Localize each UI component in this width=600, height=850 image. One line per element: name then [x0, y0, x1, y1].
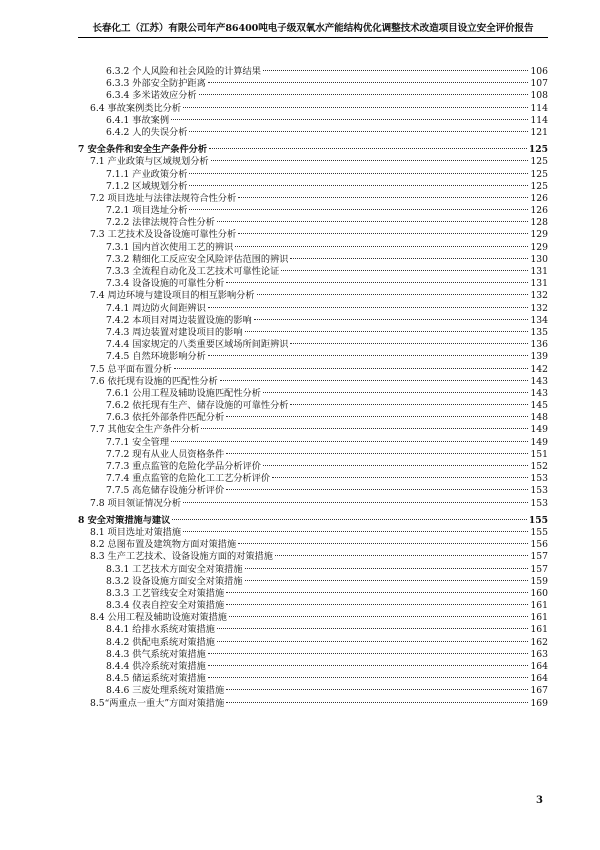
toc-entry-page: 159 — [530, 575, 548, 587]
toc-entry-page: 134 — [530, 314, 548, 326]
toc-entry[interactable] — [78, 327, 548, 339]
toc-entry-title: 7.1.1 产业政策分析 — [106, 168, 188, 180]
dot-leader — [235, 246, 528, 247]
toc-entry[interactable] — [78, 339, 548, 351]
toc-entry[interactable] — [78, 564, 548, 576]
dot-leader — [199, 94, 529, 95]
toc-entry-title: 7.7.4 重点监管的危险化工工艺分析评价 — [106, 473, 271, 485]
toc-entry-title: 7.6.1 公用工程及辅助设施匹配性分析 — [106, 387, 261, 399]
toc-entry[interactable] — [78, 649, 548, 661]
dot-leader — [189, 209, 528, 210]
dot-leader — [189, 131, 528, 132]
toc-entry-title: 8.4.3 供气系统对策措施 — [106, 648, 206, 660]
toc-entry[interactable] — [78, 624, 548, 636]
toc-entry-title: 8.5“两重点一重大”方面对策措施 — [90, 697, 225, 709]
toc-entry-page: 149 — [530, 436, 548, 448]
dot-leader — [245, 331, 529, 332]
toc-entry-title: 7.7.2 现有从业人员资格条件 — [106, 448, 225, 460]
toc-entry-page: 142 — [530, 363, 548, 375]
toc-entry[interactable] — [78, 217, 548, 229]
toc-entry[interactable] — [78, 156, 548, 168]
toc-entry-page: 156 — [530, 539, 548, 551]
toc-entry-title: 6.4 事故案例类比分析 — [90, 102, 182, 114]
toc-entry[interactable] — [78, 485, 548, 497]
dot-leader — [171, 441, 528, 442]
toc-entry[interactable] — [78, 193, 548, 205]
toc-entry-title: 7.3.1 国内首次使用工艺的辨识 — [106, 241, 234, 253]
toc-entry-page: 145 — [530, 400, 548, 412]
toc-entry[interactable] — [78, 115, 548, 127]
toc-entry-page: 161 — [530, 612, 548, 624]
toc-entry-title: 7.2.2 法律法规符合性分析 — [106, 217, 215, 229]
dot-leader — [189, 185, 528, 186]
dot-leader — [290, 258, 528, 259]
document-header: 长春化工（江苏）有限公司年产86400吨电子级双氧水产能结构优化调整技术改造项目设立安全评价报告 — [92, 23, 534, 34]
toc-entry-title: 7.1 产业政策与区域规划分析 — [90, 156, 209, 168]
dot-leader — [217, 628, 528, 629]
dot-leader — [208, 82, 529, 83]
dot-leader — [281, 270, 528, 271]
toc-entry[interactable] — [78, 169, 548, 181]
toc-entry[interactable] — [78, 242, 548, 254]
dot-leader — [238, 543, 528, 544]
dot-leader — [263, 70, 529, 71]
dot-leader — [290, 404, 528, 405]
toc-entry-page: 131 — [530, 278, 548, 290]
toc-entry[interactable] — [78, 473, 548, 485]
toc-entry-page: 108 — [530, 90, 548, 102]
toc-entry-page: 163 — [530, 648, 548, 660]
toc-entry[interactable] — [78, 637, 548, 649]
toc-entry-page: 114 — [530, 114, 548, 126]
toc-entry-title: 7.6 依托现有设施的匹配性分析 — [90, 375, 218, 387]
toc-entry-title: 7.4.3 周边装置对建设项目的影响 — [106, 326, 243, 338]
dot-leader — [245, 580, 529, 581]
toc-entry-page: 167 — [530, 685, 548, 697]
toc-entry-page: 125 — [530, 156, 548, 168]
toc-entry-page: 161 — [530, 624, 548, 636]
dot-leader — [220, 380, 529, 381]
toc-entry[interactable] — [78, 527, 548, 539]
dot-leader — [201, 428, 528, 429]
toc-entry-page: 155 — [528, 514, 548, 526]
toc-entry-title: 8.2 总图布置及建筑物方面对策措施 — [90, 539, 237, 551]
toc-entry-title: 8.1 项目选址对策措施 — [90, 526, 182, 538]
toc-entry-title: 6.4.1 事故案例 — [106, 114, 170, 126]
toc-entry-title: 7 安全条件和安全生产条件分析 — [78, 144, 208, 156]
toc-entry-title: 7.3.2 精细化工反应安全风险评估范围的辨识 — [106, 253, 289, 265]
toc-entry-title: 8 安全对策措施与建议 — [78, 514, 171, 526]
dot-leader — [174, 368, 529, 369]
dot-leader — [208, 677, 529, 678]
dot-leader — [183, 107, 528, 108]
dot-leader — [263, 465, 529, 466]
dot-leader — [226, 592, 528, 593]
toc-entry[interactable] — [78, 498, 548, 510]
toc-entry-page: 125 — [530, 180, 548, 192]
dot-leader — [226, 282, 528, 283]
toc-entry-page: 153 — [530, 485, 548, 497]
toc-entry-page: 125 — [530, 168, 548, 180]
dot-leader — [209, 148, 527, 149]
toc-entry-title: 7.4 周边环境与建设项目的相互影响分析 — [90, 290, 255, 302]
toc-entry[interactable] — [78, 661, 548, 673]
toc-entry[interactable] — [78, 376, 548, 388]
toc-entry[interactable] — [78, 266, 548, 278]
toc-entry-title: 7.8 项目领证情况分析 — [90, 497, 182, 509]
toc-entry-page: 125 — [528, 144, 548, 156]
toc-entry-title: 8.3.1 工艺技术方面安全对策措施 — [106, 563, 243, 575]
toc-entry-title: 7.6.2 依托现有生产、储存设施的可靠性分析 — [106, 400, 289, 412]
toc-entry-title: 7.4.4 国家规定的八类重要区域场所间距辨识 — [106, 339, 289, 351]
toc-entry-page: 129 — [530, 229, 548, 241]
toc-entry-title: 7.7.3 重点监管的危险化学品分析评价 — [106, 461, 261, 472]
toc-entry-title: 7.3 工艺技术及设备设施可靠性分析 — [90, 229, 237, 241]
toc-entry[interactable] — [78, 412, 548, 424]
toc-entry-page: 143 — [530, 387, 548, 399]
dot-leader — [183, 531, 528, 532]
toc-entry[interactable] — [78, 388, 548, 400]
dot-leader — [217, 221, 528, 222]
toc-entry-title: 8.4.4 供冷系统对策措施 — [106, 661, 206, 672]
dot-leader — [208, 307, 529, 308]
toc-entry-title: 7.1.2 区域规划分析 — [106, 180, 188, 192]
toc-entry-title: 7.7 其他安全生产条件分析 — [90, 424, 200, 436]
toc-entry[interactable] — [78, 254, 548, 266]
dot-leader — [226, 689, 528, 690]
toc-entry[interactable] — [78, 181, 548, 193]
toc-entry-title: 7.7.1 安全管理 — [106, 436, 170, 448]
dot-leader — [275, 555, 529, 556]
toc-entry[interactable] — [78, 278, 548, 290]
toc-entry-page: 161 — [530, 600, 548, 612]
toc-entry[interactable] — [78, 351, 548, 363]
toc-entry-title: 7.6.3 依托外部条件匹配分析 — [106, 412, 225, 424]
dot-leader — [226, 453, 528, 454]
toc-entry-page: 148 — [530, 412, 548, 424]
toc-entry[interactable] — [78, 612, 548, 624]
toc-entry-page: 121 — [530, 126, 548, 138]
dot-leader — [238, 197, 528, 198]
toc-entry-title: 7.4.5 自然环境影响分析 — [106, 351, 206, 363]
dot-leader — [208, 665, 529, 666]
dot-leader — [229, 616, 528, 617]
toc-entry-page: 126 — [530, 205, 548, 217]
toc-entry[interactable] — [78, 437, 548, 449]
toc-entry[interactable] — [78, 461, 548, 473]
toc-entry-page: 106 — [530, 66, 548, 77]
toc-entry-page: 160 — [530, 587, 548, 599]
dot-leader — [238, 233, 528, 234]
toc-entry-page: 153 — [530, 497, 548, 509]
toc-entry[interactable] — [78, 103, 548, 115]
toc-entry-title: 7.5 总平面布置分析 — [90, 363, 172, 375]
toc-entry-page: 155 — [530, 526, 548, 538]
toc-entry[interactable] — [78, 449, 548, 461]
toc-entry[interactable] — [78, 551, 548, 563]
toc-entry[interactable] — [78, 588, 548, 600]
toc-entry-page: 151 — [530, 448, 548, 460]
toc-entry-page: 129 — [530, 241, 548, 253]
dot-leader — [226, 604, 528, 605]
toc-entry-page: 162 — [530, 636, 548, 648]
toc-entry[interactable] — [78, 127, 548, 139]
toc-entry[interactable] — [78, 229, 548, 241]
toc-entry-page: 126 — [530, 192, 548, 204]
dot-leader — [245, 568, 529, 569]
toc-entry-title: 6.3.4 多米诺效应分析 — [106, 90, 197, 102]
dot-leader — [226, 489, 528, 490]
toc-entry[interactable] — [78, 424, 548, 436]
dot-leader — [254, 319, 529, 320]
toc-entry[interactable] — [78, 515, 548, 527]
toc-entry[interactable] — [78, 539, 548, 551]
toc-entry-page: 131 — [530, 266, 548, 277]
toc-entry[interactable] — [78, 673, 548, 685]
toc-entry-title: 7.2.1 项目选址分析 — [106, 205, 188, 217]
toc-entry-title: 8.4.1 给排水系统对策措施 — [106, 624, 215, 636]
toc-entry-page: 157 — [530, 563, 548, 575]
toc-entry[interactable] — [78, 78, 548, 90]
dot-leader — [272, 477, 528, 478]
dot-leader — [217, 641, 528, 642]
dot-leader — [171, 119, 528, 120]
toc-entry-page: 114 — [530, 102, 548, 114]
dot-leader — [226, 416, 528, 417]
toc-entry-page: 130 — [530, 253, 548, 265]
toc-entry[interactable] — [78, 66, 548, 78]
toc-entry-title: 8.3.3 工艺管线安全对策措施 — [106, 587, 225, 599]
toc-entry-title: 6.3.2 个人风险和社会风险的计算结果 — [106, 66, 261, 77]
toc-entry-title: 7.3.4 设备设施的可靠性分析 — [106, 278, 225, 290]
toc-entry-title: 7.4.2 本项目对周边装置设施的影响 — [106, 314, 252, 326]
toc-entry[interactable] — [78, 205, 548, 217]
toc-entry[interactable] — [78, 698, 548, 710]
toc-entry-page: 132 — [530, 302, 548, 314]
dot-leader — [208, 653, 529, 654]
toc-entry-title: 8.4.2 供配电系统对策措施 — [106, 636, 215, 648]
header-rule — [78, 37, 548, 38]
toc-entry-title: 8.3.4 仪表自控安全对策措施 — [106, 600, 225, 612]
toc-entry-page: 143 — [530, 375, 548, 387]
toc-entry-title: 6.4.2 人的失误分析 — [106, 126, 188, 138]
toc-entry-title: 8.4.5 储运系统对策措施 — [106, 673, 206, 685]
toc-entry-page: 164 — [530, 673, 548, 685]
dot-leader — [263, 392, 529, 393]
toc-entry-page: 169 — [530, 697, 548, 709]
toc-entry-page: 128 — [530, 217, 548, 229]
toc-entry-title: 8.4 公用工程及辅助设施对策措施 — [90, 612, 227, 624]
toc-entry-page: 164 — [530, 661, 548, 672]
toc-entry-page: 152 — [530, 461, 548, 472]
dot-leader — [172, 519, 527, 520]
toc-entry-page: 149 — [530, 424, 548, 436]
toc-entry[interactable] — [78, 576, 548, 588]
toc-entry-page: 107 — [530, 78, 548, 90]
toc-entry[interactable] — [78, 685, 548, 697]
toc-entry[interactable] — [78, 303, 548, 315]
dot-leader — [183, 502, 528, 503]
toc-entry[interactable] — [78, 400, 548, 412]
toc-entry[interactable] — [78, 364, 548, 376]
dot-leader — [208, 355, 529, 356]
dot-leader — [290, 343, 528, 344]
toc-entry[interactable] — [78, 315, 548, 327]
toc-entry-title: 8.3.2 设备设施方面安全对策措施 — [106, 575, 243, 587]
toc-entry[interactable] — [78, 290, 548, 302]
toc-entry-title: 7.2 项目选址与法律法规符合性分析 — [90, 192, 237, 204]
toc-entry-title: 8.3 生产工艺技术、设备设施方面的对策措施 — [90, 551, 273, 563]
toc-entry-page: 153 — [530, 473, 548, 485]
toc-entry[interactable] — [78, 600, 548, 612]
table-of-contents — [78, 66, 548, 710]
dot-leader — [257, 294, 529, 295]
toc-entry[interactable] — [78, 90, 548, 102]
toc-entry-title: 7.4.1 周边防火间距辨识 — [106, 302, 206, 314]
dot-leader — [226, 702, 528, 703]
dot-leader — [211, 160, 529, 161]
toc-entry-title: 7.7.5 高危储存设施分析评价 — [106, 485, 225, 497]
toc-entry-page: 157 — [530, 551, 548, 563]
toc-entry-title: 7.3.3 全流程自动化及工艺技术可靠性论证 — [106, 266, 280, 277]
toc-entry-page: 132 — [530, 290, 548, 302]
dot-leader — [189, 173, 528, 174]
toc-entry[interactable] — [78, 144, 548, 156]
toc-entry-title: 8.4.6 三废处理系统对策措施 — [106, 685, 225, 697]
toc-entry-page: 135 — [530, 326, 548, 338]
toc-entry-page: 136 — [530, 339, 548, 351]
toc-entry-page: 139 — [530, 351, 548, 363]
page-number: 3 — [536, 795, 543, 806]
toc-entry-title: 6.3.3 外部安全防护距离 — [106, 78, 206, 90]
